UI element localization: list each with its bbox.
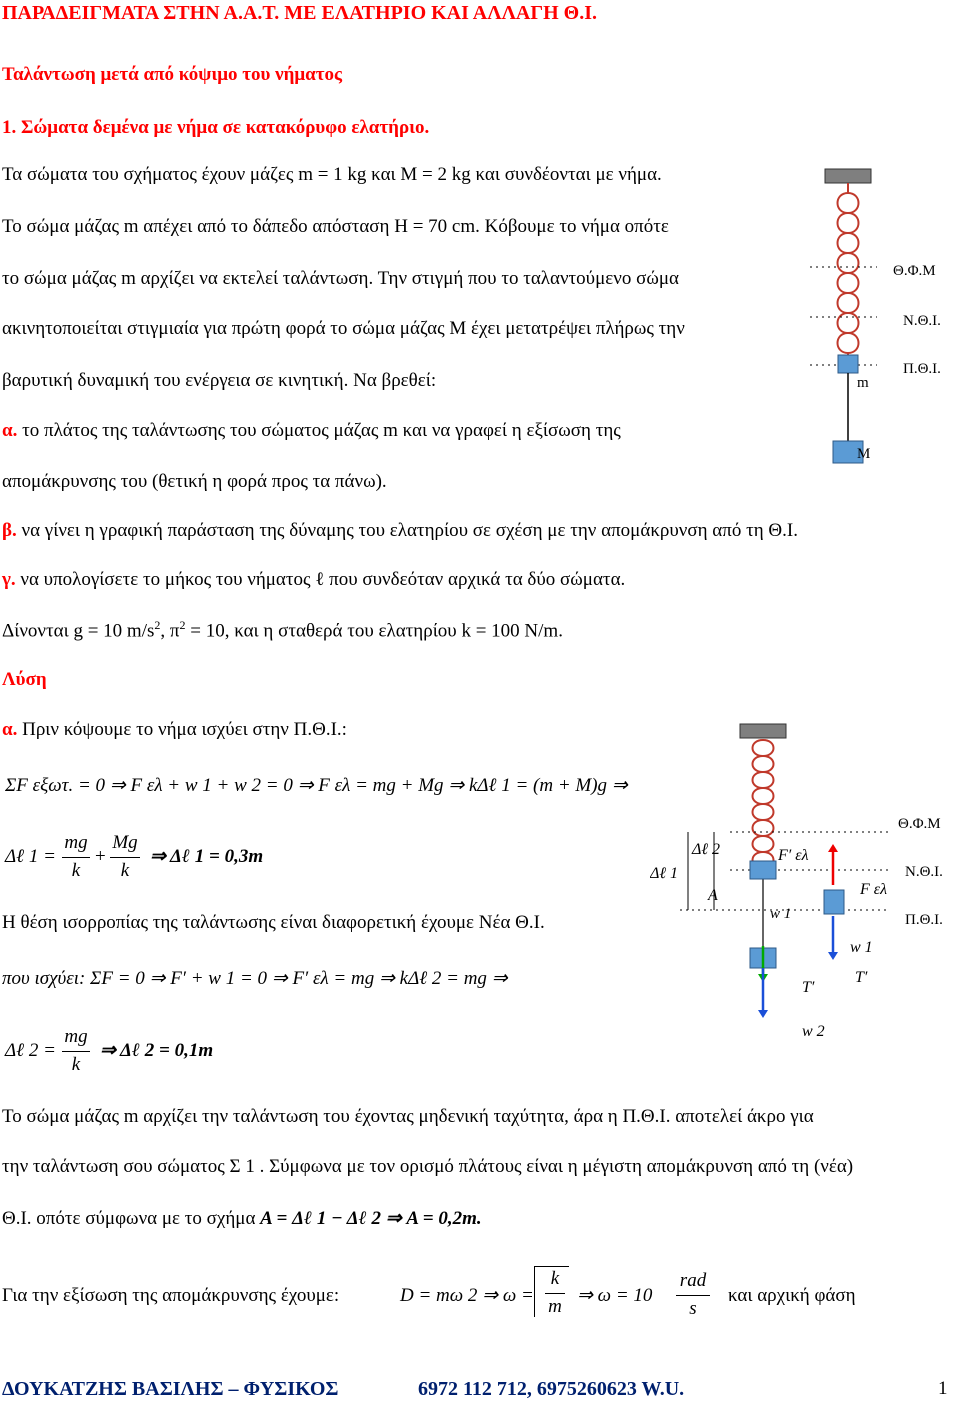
section-subtitle: 1. Σώματα δεμένα με νήμα σε κατακόρυφο ελατήριο. bbox=[2, 117, 430, 138]
question-a-label: α. bbox=[2, 420, 18, 441]
problem-line-4: ακινητοποιείται στιγμιαία για πρώτη φορά το σώμα μάζας M έχει μετατρέψει πλήρως την bbox=[2, 318, 685, 339]
paragraph-2-tail: και αρχική φάση bbox=[728, 1285, 856, 1306]
equation-1: ΣF εξωτ. = 0 ⇒ F ελ + w 1 + w 2 = 0 ⇒ F ελ = mg + Mg ⇒ kΔℓ 1 = (m + M)g ⇒ bbox=[5, 775, 628, 796]
spring bbox=[838, 193, 859, 353]
problem-line-5: βαρυτική δυναμική του ενέργεια σε κινητική. Να βρεθεί: bbox=[2, 370, 437, 391]
svg-text:F ελ: F ελ bbox=[860, 881, 888, 898]
spring-2 bbox=[753, 740, 774, 868]
paragraph-1-line-2: την ταλάντωση σου σώματος Σ 1 . Σύμφωνα με τον ορισμό πλάτους είναι η μέγιστη απομάκρυνση από τη (νέα) bbox=[2, 1156, 854, 1177]
question-c bbox=[2, 569, 625, 591]
svg-text:Θ.Φ.Μ: Θ.Φ.Μ bbox=[898, 816, 941, 832]
label-thfm: Θ.Φ.Μ bbox=[893, 263, 936, 279]
svg-text:A: A bbox=[708, 887, 718, 904]
label-m: m bbox=[857, 375, 869, 391]
solution-a-intro: α. Πριν κόψουμε το νήμα ισχύει στην Π.Θ.Ι.: bbox=[2, 719, 347, 740]
svg-text:Δℓ 2: Δℓ 2 bbox=[692, 841, 721, 858]
equation-2-lhs: Δℓ 1 = bbox=[5, 846, 56, 867]
svg-text:T′: T′ bbox=[855, 969, 868, 986]
question-c-label: γ. bbox=[2, 569, 16, 590]
new-equilibrium-text: Η θέση ισορροπίας της ταλάντωσης είναι διαφορετική έχουμε Νέα Θ.Ι. bbox=[2, 912, 545, 933]
question-a-text-1: το πλάτος της ταλάντωσης του σώματος μάζας m και να γραφεί η εξίσωση της bbox=[22, 420, 621, 441]
svg-text:T′: T′ bbox=[802, 979, 815, 996]
equation-4-result: ⇒ Δℓ 2 = 0,1m bbox=[100, 1040, 214, 1061]
svg-text:w 1: w 1 bbox=[850, 939, 873, 956]
figure-spring-masses bbox=[805, 165, 960, 475]
paragraph-1-line-3: Θ.Ι. οπότε σύμφωνα με το σχήμα A = Δℓ 1 − Δℓ 2 ⇒ A = 0,2m. bbox=[2, 1208, 482, 1229]
svg-text:w 2: w 2 bbox=[802, 1023, 825, 1040]
question-b-label: β. bbox=[2, 520, 17, 541]
problem-line-1: Τα σώματα του σχήματος έχουν μάζες m = 1 kg και M = 2 kg και συνδέονται με νήμα. bbox=[2, 164, 662, 185]
svg-text:F′ ελ: F′ ελ bbox=[778, 847, 809, 864]
equation-4-lhs: Δℓ 2 = bbox=[5, 1040, 56, 1061]
mass-m-new bbox=[750, 861, 776, 879]
svg-text:Ν.Θ.Ι.: Ν.Θ.Ι. bbox=[905, 864, 943, 880]
given-data: Δίνονται g = 10 $m/s^2$, $\pi^2 = 10$, και η σταθερά του ελατηρίου k = 100 N/m. bbox=[2, 618, 563, 642]
figure-forces bbox=[650, 720, 960, 1060]
paragraph-2-eq2: ⇒ ω = 10 bbox=[577, 1285, 653, 1306]
problem-line-2: Το σώμα μάζας m απέχει από το δάπεδο απόσταση H = 70 cm. Κόβουμε το νήμα οπότε bbox=[2, 216, 669, 237]
paragraph-2-eq1: D = mω 2 ⇒ ω = bbox=[400, 1285, 534, 1306]
question-a bbox=[2, 420, 621, 442]
question-a-text-2: απομάκρυνσης του (θετική η φορά προς τα πάνω). bbox=[2, 471, 387, 492]
question-c-text: να υπολογίσετε το μήκος του νήματος ℓ που συνδεόταν αρχικά τα δύο σώματα. bbox=[20, 569, 626, 590]
label-pthi: Π.Θ.Ι. bbox=[903, 361, 941, 377]
paragraph-1-line-1: Το σώμα μάζας m αρχίζει την ταλάντωση του έχοντας μηδενική ταχύτητα, άρα η Π.Θ.Ι. αποτελεί άκρο για bbox=[2, 1106, 814, 1127]
footer-phones: 6972 112 712, 6975260623 W.U. bbox=[418, 1378, 685, 1400]
question-b-text: να γίνει η γραφική παράσταση της δύναμης του ελατηρίου σε σχέση με την απομάκρυνση από τη Θ.Ι. bbox=[21, 520, 798, 541]
mass-m bbox=[838, 355, 858, 373]
equation-2-result: ⇒ Δℓ 1 = 0,3m bbox=[150, 846, 264, 867]
mass-m-pthi bbox=[824, 890, 844, 914]
svg-text:w 1: w 1 bbox=[770, 906, 792, 922]
problem-line-3: το σώμα μάζας m αρχίζει να εκτελεί ταλάντωση. Την στιγμή που το ταλαντούμενο σώμα bbox=[2, 268, 679, 289]
label-M: M bbox=[857, 446, 871, 462]
equation-3: που ισχύει: ΣF = 0 ⇒ F′ + w 1 = 0 ⇒ F′ ελ = mg ⇒ kΔℓ 2 = mg ⇒ bbox=[2, 968, 508, 989]
section-title: Ταλάντωση μετά από κόψιμο του νήματος bbox=[2, 64, 343, 85]
page-header: ΠΑΡΑΔΕΙΓΜΑΤΑ ΣΤΗΝ Α.Α.Τ. ΜΕ ΕΛΑΤΗΡΙΟ ΚΑΙ ΑΛΛΑΓΗ Θ.Ι. bbox=[2, 2, 597, 24]
paragraph-2-text: Για την εξίσωση της απομάκρυνσης έχουμε: bbox=[2, 1285, 340, 1306]
question-b bbox=[2, 520, 798, 542]
svg-text:Δℓ 1: Δℓ 1 bbox=[650, 865, 679, 882]
solution-heading: Λύση bbox=[2, 669, 47, 690]
footer-author: ΔΟΥΚΑΤΖΗΣ ΒΑΣΙΛΗΣ – ΦΥΣΙΚΟΣ bbox=[2, 1378, 339, 1400]
ceiling-mount bbox=[825, 169, 871, 183]
svg-text:Π.Θ.Ι.: Π.Θ.Ι. bbox=[905, 912, 943, 928]
label-nthi: Ν.Θ.Ι. bbox=[903, 313, 941, 329]
page-number: 1 bbox=[938, 1378, 948, 1399]
